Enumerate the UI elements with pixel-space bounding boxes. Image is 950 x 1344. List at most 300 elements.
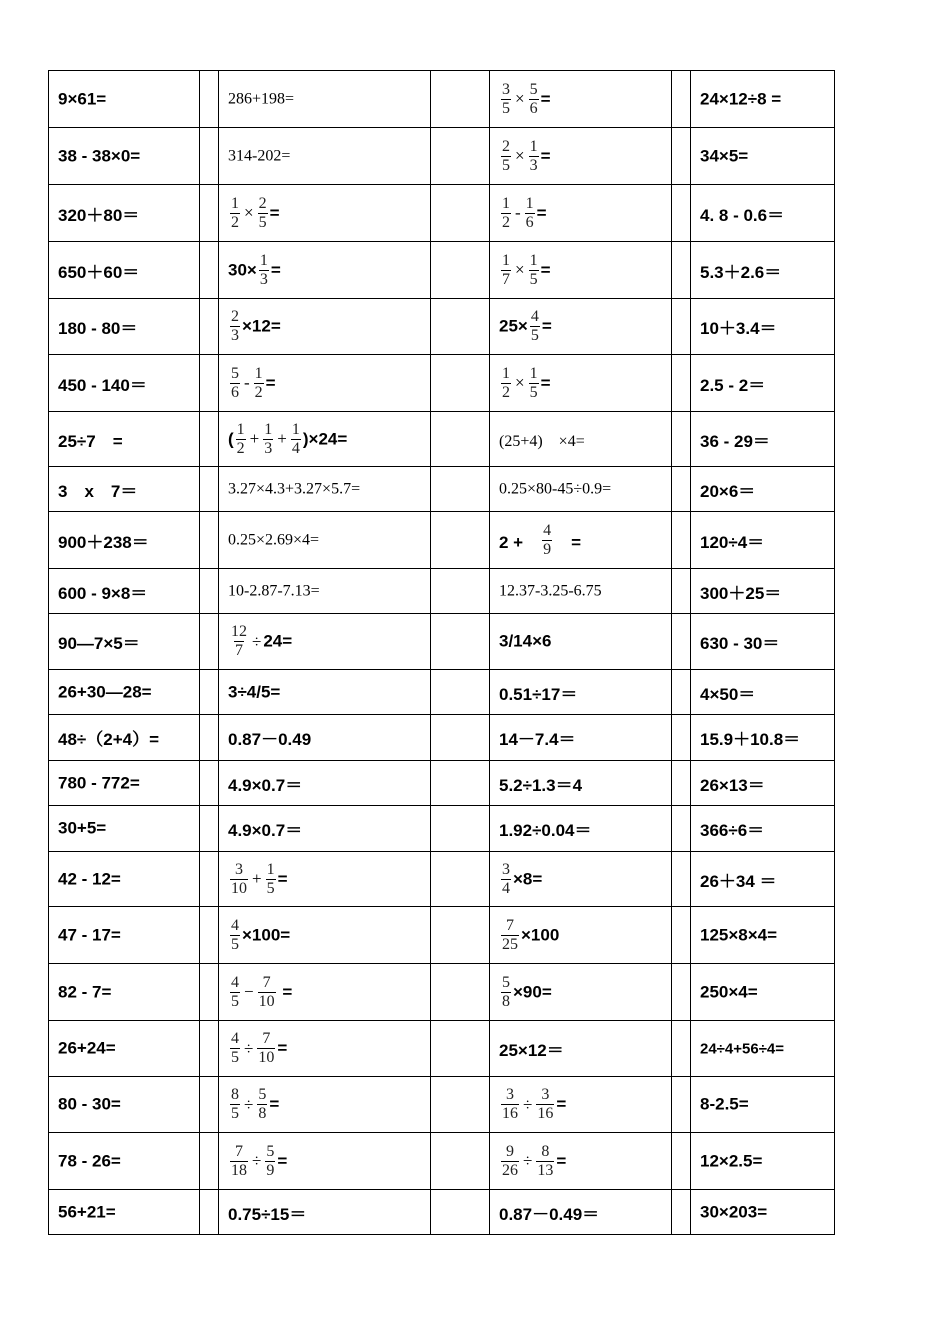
spacer-cell xyxy=(431,715,490,761)
expression-suffix: ×90= xyxy=(513,982,552,1001)
problem-cell xyxy=(490,1133,672,1190)
spacer-cell xyxy=(200,355,219,412)
expression-text: 4.9×0.7＝ xyxy=(228,775,303,795)
spacer-cell xyxy=(672,806,691,852)
expression-text: 780 - 772= xyxy=(58,773,140,793)
fraction xyxy=(230,623,248,660)
fraction-numerator: 7 xyxy=(235,1142,243,1160)
fraction xyxy=(230,861,248,898)
spacer-cell xyxy=(431,614,490,670)
spacer-cell xyxy=(200,670,219,715)
expression-text: 900＋238＝ xyxy=(58,532,149,552)
fraction-numerator: 5 xyxy=(529,80,538,98)
fraction-numerator: 4 xyxy=(231,916,239,934)
worksheet-row xyxy=(49,715,835,761)
fraction-numerator: 5 xyxy=(231,364,239,382)
fraction-denominator: 2 xyxy=(502,383,510,401)
problem-cell xyxy=(490,412,672,467)
fraction xyxy=(254,365,264,402)
fraction-denominator: 6 xyxy=(529,99,538,117)
operator-symbol: × xyxy=(244,203,254,222)
problem-cell xyxy=(691,185,835,242)
problem-cell xyxy=(49,852,200,907)
problem-cell xyxy=(49,71,200,128)
operator-symbol: ÷ xyxy=(523,1151,533,1170)
spacer-cell xyxy=(200,299,219,355)
problem-cell xyxy=(219,412,431,467)
fraction xyxy=(501,195,511,232)
spacer-cell xyxy=(431,412,490,467)
spacer-cell xyxy=(672,1077,691,1133)
spacer-cell xyxy=(672,185,691,242)
fraction xyxy=(501,917,519,954)
expression-text: 30+5= xyxy=(58,818,107,838)
problem-cell xyxy=(49,512,200,569)
worksheet-row xyxy=(49,242,835,299)
problem-cell xyxy=(691,907,835,964)
spacer-cell xyxy=(431,512,490,569)
expression-text: 2.5 - 2＝ xyxy=(700,375,766,395)
equals-sign: = xyxy=(556,1094,567,1114)
problem-cell xyxy=(490,71,672,128)
worksheet-row xyxy=(49,852,835,907)
operator-symbol: × xyxy=(515,146,525,165)
problem-cell xyxy=(219,1021,431,1077)
problem-cell xyxy=(490,761,672,806)
spacer-cell xyxy=(200,569,219,614)
fraction xyxy=(230,308,240,345)
problem-cell xyxy=(691,412,835,467)
fraction-numerator: 4 xyxy=(231,973,239,991)
problem-cell xyxy=(691,1190,835,1235)
expression-prefix: 25× xyxy=(499,316,528,336)
fraction-denominator: 25 xyxy=(502,935,518,953)
fraction-numerator: 1 xyxy=(529,251,538,269)
worksheet-row xyxy=(49,355,835,412)
fraction-denominator: 5 xyxy=(231,935,239,953)
arithmetic-worksheet xyxy=(48,70,835,1235)
spacer-cell xyxy=(672,852,691,907)
problem-cell xyxy=(49,1077,200,1133)
fraction-denominator: 5 xyxy=(266,879,275,897)
problem-cell xyxy=(219,964,431,1021)
fraction-numerator: 1 xyxy=(502,364,510,382)
worksheet-row xyxy=(49,761,835,806)
fraction-denominator: 4 xyxy=(502,879,510,897)
worksheet-row xyxy=(49,907,835,964)
equals-sign: = xyxy=(536,203,547,222)
fraction-numerator: 1 xyxy=(502,194,510,212)
fraction-denominator: 16 xyxy=(537,1105,554,1122)
fraction-numerator: 3 xyxy=(235,860,243,878)
spacer-cell xyxy=(200,512,219,569)
fraction-denominator: 5 xyxy=(529,270,538,288)
expression-text: 4. 8 - 0.6＝ xyxy=(700,205,785,225)
problem-cell xyxy=(691,569,835,614)
problem-cell xyxy=(219,355,431,412)
fraction xyxy=(529,81,539,118)
expression-text: 82 - 7= xyxy=(58,982,112,1002)
spacer-cell xyxy=(431,806,490,852)
expression-text: 3 x 7＝ xyxy=(58,481,138,501)
fraction-numerator: 5 xyxy=(258,1086,267,1103)
problem-cell xyxy=(49,355,200,412)
spacer-cell xyxy=(431,852,490,907)
fraction xyxy=(258,195,268,232)
expression-text: 180 - 80＝ xyxy=(58,319,138,338)
spacer-cell xyxy=(431,1021,490,1077)
fraction-denominator: 18 xyxy=(231,1161,247,1179)
fraction-numerator: 3 xyxy=(541,1086,550,1103)
fraction-numerator: 1 xyxy=(266,860,275,878)
spacer-cell xyxy=(200,761,219,806)
worksheet-row xyxy=(49,614,835,670)
fraction xyxy=(230,1030,240,1067)
fraction-numerator: 1 xyxy=(259,251,268,269)
problem-cell xyxy=(691,670,835,715)
spacer-cell xyxy=(200,242,219,299)
spacer-cell xyxy=(431,71,490,128)
expression-text: 26＋34 ＝ xyxy=(700,871,777,891)
fraction-denominator: 8 xyxy=(502,992,510,1010)
expression-suffix: = xyxy=(554,532,582,552)
problem-cell xyxy=(691,806,835,852)
operator-symbol: − xyxy=(244,982,254,1001)
fraction-denominator: 8 xyxy=(258,1105,267,1122)
expression-text: 366÷6＝ xyxy=(700,821,765,840)
expression-text: 26+24= xyxy=(58,1038,116,1058)
expression-text: 42 - 12= xyxy=(58,869,121,889)
fraction-denominator: 6 xyxy=(231,383,239,401)
equals-sign: = xyxy=(269,1094,280,1114)
spacer-cell xyxy=(200,71,219,128)
problem-cell xyxy=(49,761,200,806)
expression-suffix: )×24= xyxy=(302,429,348,448)
fraction-denominator: 9 xyxy=(543,540,552,558)
worksheet-row xyxy=(49,1077,835,1133)
expression-text: 15.9＋10.8＝ xyxy=(700,730,801,749)
problem-cell xyxy=(490,1077,672,1133)
expression-text: 26+30—28= xyxy=(58,682,152,702)
fraction xyxy=(525,195,535,232)
operator-symbol: ÷ xyxy=(244,1038,254,1058)
expression-text: 4×50＝ xyxy=(700,684,756,704)
spacer-cell xyxy=(431,569,490,614)
fraction-denominator: 13 xyxy=(537,1161,554,1179)
fraction-numerator: 8 xyxy=(541,1142,550,1160)
equals-sign: = xyxy=(540,146,551,165)
worksheet-row xyxy=(49,569,835,614)
equals-sign: = xyxy=(277,982,293,1001)
spacer-cell xyxy=(431,1077,490,1133)
problem-cell xyxy=(219,299,431,355)
fraction-denominator: 10 xyxy=(258,992,275,1010)
spacer-cell xyxy=(200,1021,219,1077)
problem-cell xyxy=(49,715,200,761)
fraction xyxy=(263,421,273,458)
problem-cell xyxy=(490,128,672,185)
spacer-cell xyxy=(431,907,490,964)
fraction xyxy=(501,252,511,289)
problem-cell xyxy=(49,614,200,670)
fraction xyxy=(230,1143,248,1180)
expression-suffix: ×8= xyxy=(513,869,543,888)
spacer-cell xyxy=(672,964,691,1021)
worksheet-row xyxy=(49,299,835,355)
expression-text: 120÷4＝ xyxy=(700,532,765,552)
expression-text: 0.87－0.49 xyxy=(228,730,312,749)
expression-text: 300＋25＝ xyxy=(700,583,782,603)
equals-sign: = xyxy=(270,260,281,279)
fraction xyxy=(257,1086,267,1123)
spacer-cell xyxy=(672,467,691,512)
worksheet-row xyxy=(49,1021,835,1077)
fraction xyxy=(258,974,276,1011)
fraction-numerator: 4 xyxy=(543,521,552,539)
fraction-denominator: 9 xyxy=(266,1161,275,1179)
fraction xyxy=(501,365,511,402)
fraction-denominator: 2 xyxy=(236,439,245,457)
expression-text: 286+198= xyxy=(228,90,295,108)
worksheet-row xyxy=(49,964,835,1021)
fraction-numerator: 12 xyxy=(231,623,247,640)
fraction-numerator: 8 xyxy=(231,1086,239,1103)
problem-cell xyxy=(490,512,672,569)
problem-cell xyxy=(490,670,672,715)
fraction-numerator: 7 xyxy=(262,1030,271,1047)
problem-cell xyxy=(219,512,431,569)
problem-cell xyxy=(219,1133,431,1190)
problem-cell xyxy=(49,964,200,1021)
expression-text: 0.75÷15＝ xyxy=(228,1204,307,1224)
spacer-cell xyxy=(200,964,219,1021)
spacer-cell xyxy=(672,907,691,964)
expression-text: 5.3＋2.6＝ xyxy=(700,262,782,282)
spacer-cell xyxy=(431,1133,490,1190)
worksheet-row xyxy=(49,467,835,512)
problem-cell xyxy=(691,715,835,761)
fraction xyxy=(529,365,539,402)
spacer-cell xyxy=(200,715,219,761)
problem-cell xyxy=(219,467,431,512)
expression-prefix: 30× xyxy=(228,260,257,279)
spacer-cell xyxy=(200,907,219,964)
problem-cell xyxy=(219,761,431,806)
fraction xyxy=(501,138,511,175)
fraction xyxy=(291,421,301,458)
spacer-cell xyxy=(200,806,219,852)
fraction-numerator: 1 xyxy=(529,364,538,382)
spacer-cell xyxy=(672,512,691,569)
fraction xyxy=(501,1086,519,1123)
spacer-cell xyxy=(672,1190,691,1235)
worksheet-row xyxy=(49,185,835,242)
operator-symbol: + xyxy=(249,429,260,448)
fraction-numerator: 5 xyxy=(502,973,510,991)
spacer-cell xyxy=(672,1133,691,1190)
expression-text: 1.92÷0.04＝ xyxy=(499,821,592,840)
fraction-denominator: 16 xyxy=(502,1105,518,1122)
problem-cell xyxy=(219,670,431,715)
expression-text: 20×6＝ xyxy=(700,481,756,501)
fraction-denominator: 3 xyxy=(529,156,538,174)
spacer-cell xyxy=(431,964,490,1021)
problem-cell xyxy=(49,185,200,242)
fraction-denominator: 2 xyxy=(231,213,239,231)
expression-text: 12×2.5= xyxy=(700,1151,763,1171)
operator-symbol: ÷ xyxy=(252,1151,262,1170)
problem-cell xyxy=(49,128,200,185)
problem-cell xyxy=(691,1021,835,1077)
spacer-cell xyxy=(672,299,691,355)
problem-cell xyxy=(49,569,200,614)
worksheet-row xyxy=(49,512,835,569)
problem-cell xyxy=(219,569,431,614)
worksheet-row xyxy=(49,1133,835,1190)
operator-symbol: × xyxy=(515,373,525,392)
fraction-denominator: 4 xyxy=(291,439,300,457)
expression-text: 314-202= xyxy=(228,147,291,165)
fraction-numerator: 2 xyxy=(258,194,267,212)
spacer-cell xyxy=(200,412,219,467)
fraction xyxy=(230,365,240,402)
problem-cell xyxy=(691,467,835,512)
fraction xyxy=(265,1143,275,1180)
problem-cell xyxy=(490,852,672,907)
fraction-denominator: 5 xyxy=(231,992,239,1010)
expression-text: 38 - 38×0= xyxy=(58,146,141,166)
problem-cell xyxy=(49,299,200,355)
expression-prefix: 2 + xyxy=(499,532,541,552)
problem-cell xyxy=(49,1133,200,1190)
expression-text: 90—7×5＝ xyxy=(58,634,140,653)
fraction-numerator: 1 xyxy=(254,364,263,382)
expression-text: 10＋3.4＝ xyxy=(700,319,777,338)
problem-cell xyxy=(691,964,835,1021)
problem-cell xyxy=(219,71,431,128)
expression-text: 25×12＝ xyxy=(499,1041,564,1060)
problem-cell xyxy=(691,761,835,806)
fraction xyxy=(230,1086,240,1123)
fraction-denominator: 2 xyxy=(254,383,263,401)
problem-cell xyxy=(691,71,835,128)
expression-prefix: ( xyxy=(228,429,234,448)
fraction xyxy=(529,252,539,289)
spacer-cell xyxy=(672,569,691,614)
expression-text: 36 - 29＝ xyxy=(700,431,770,451)
fraction-numerator: 9 xyxy=(506,1142,514,1160)
problem-cell xyxy=(691,242,835,299)
spacer-cell xyxy=(672,412,691,467)
fraction-denominator: 3 xyxy=(231,327,239,344)
expression-suffix: 24= xyxy=(263,631,293,651)
expression-text: 24÷4+56÷4= xyxy=(700,1040,785,1058)
fraction xyxy=(501,861,511,898)
expression-text: 0.87－0.49＝ xyxy=(499,1204,600,1224)
problem-cell xyxy=(490,467,672,512)
fraction-numerator: 1 xyxy=(231,194,239,212)
problem-cell xyxy=(691,1077,835,1133)
fraction-denominator: 3 xyxy=(264,439,273,457)
problem-cell xyxy=(219,1190,431,1235)
fraction xyxy=(230,917,240,954)
fraction-denominator: 10 xyxy=(231,879,247,897)
problem-cell xyxy=(49,467,200,512)
expression-text: 10-2.87-7.13= xyxy=(228,582,320,600)
fraction-numerator: 1 xyxy=(502,251,510,269)
fraction xyxy=(501,1143,519,1180)
worksheet-row xyxy=(49,806,835,852)
problem-cell xyxy=(219,1077,431,1133)
expression-text: 0.25×80-45÷0.9= xyxy=(499,480,612,498)
fraction-numerator: 1 xyxy=(236,420,245,438)
fraction-denominator: 5 xyxy=(529,383,538,401)
fraction-numerator: 1 xyxy=(525,194,534,212)
spacer-cell xyxy=(200,128,219,185)
problem-cell xyxy=(691,299,835,355)
equals-sign: = xyxy=(556,1151,567,1170)
expression-text: 320＋80＝ xyxy=(58,205,140,225)
fraction-denominator: 10 xyxy=(258,1049,275,1066)
operator-symbol: ÷ xyxy=(252,631,262,651)
expression-text: 48÷（2+4）= xyxy=(58,730,160,749)
expression-text: 650＋60＝ xyxy=(58,262,140,282)
fraction-numerator: 3 xyxy=(502,860,510,878)
equals-sign: = xyxy=(269,203,280,222)
fraction-numerator: 4 xyxy=(231,1030,239,1047)
fraction-numerator: 1 xyxy=(264,420,273,438)
expression-text: 26×13＝ xyxy=(700,775,765,795)
fraction-denominator: 6 xyxy=(525,213,534,231)
operator-symbol: × xyxy=(515,260,525,279)
spacer-cell xyxy=(200,185,219,242)
equals-sign: = xyxy=(541,316,552,336)
problem-cell xyxy=(219,907,431,964)
expression-suffix: ×100= xyxy=(242,925,291,944)
spacer-cell xyxy=(200,467,219,512)
spacer-cell xyxy=(431,185,490,242)
problem-cell xyxy=(219,715,431,761)
expression-text: 14－7.4＝ xyxy=(499,730,576,749)
problem-cell xyxy=(49,412,200,467)
expression-text: 78 - 26= xyxy=(58,1151,121,1171)
expression-text: 630 - 30＝ xyxy=(700,634,780,653)
fraction-numerator: 5 xyxy=(266,1142,275,1160)
fraction-denominator: 5 xyxy=(530,327,539,344)
expression-text: 125×8×4= xyxy=(700,925,778,945)
spacer-cell xyxy=(200,852,219,907)
spacer-cell xyxy=(431,467,490,512)
spacer-cell xyxy=(672,71,691,128)
operator-symbol: - xyxy=(515,203,521,222)
spacer-cell xyxy=(431,670,490,715)
problem-cell xyxy=(219,242,431,299)
equals-sign: = xyxy=(277,1038,288,1058)
problem-cell xyxy=(691,614,835,670)
worksheet-row xyxy=(49,1190,835,1235)
problem-cell xyxy=(219,806,431,852)
problem-cell xyxy=(490,299,672,355)
problem-cell xyxy=(490,569,672,614)
spacer-cell xyxy=(431,128,490,185)
expression-text: 3/14×6 xyxy=(499,631,552,651)
problem-cell xyxy=(691,852,835,907)
problem-cell xyxy=(49,1021,200,1077)
operator-symbol: × xyxy=(515,89,525,108)
problem-cell xyxy=(490,1021,672,1077)
spacer-cell xyxy=(200,614,219,670)
problem-cell xyxy=(490,185,672,242)
